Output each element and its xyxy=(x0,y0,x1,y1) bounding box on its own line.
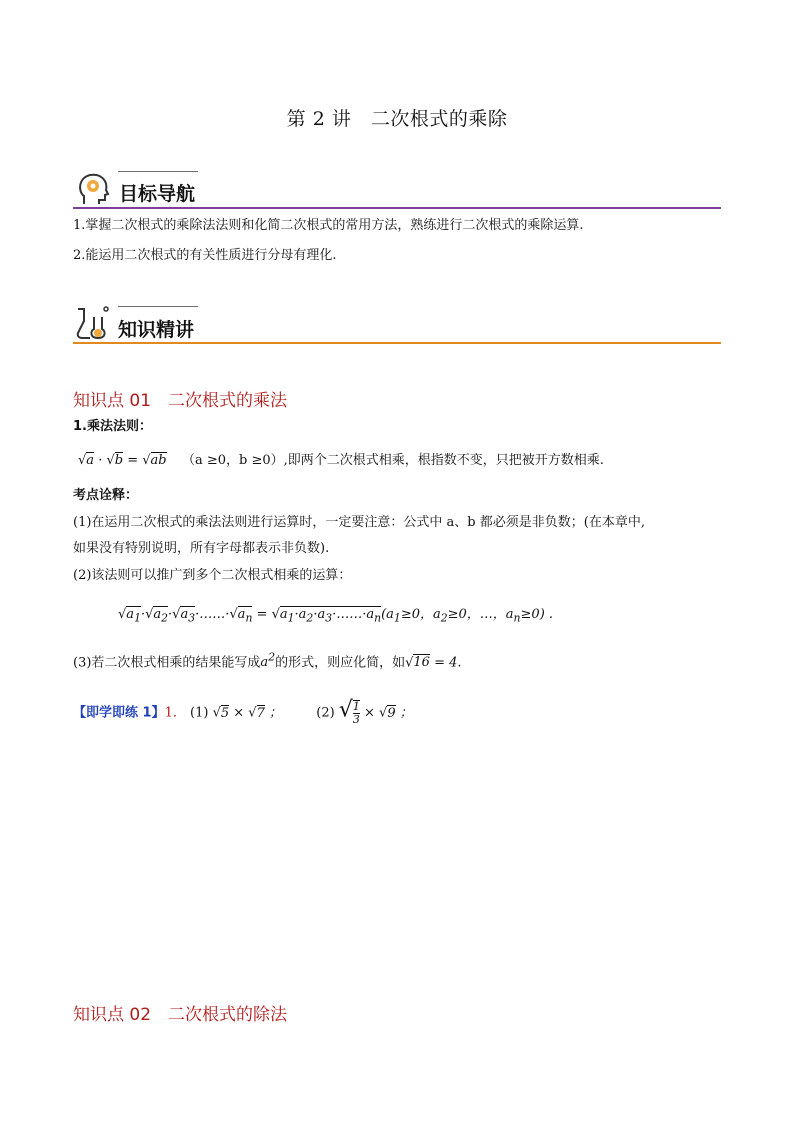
practice-number: 1． xyxy=(164,705,186,721)
note3-pre: (3)若二次根式相乘的结果能写成 xyxy=(73,655,261,671)
knowledge-rule xyxy=(73,342,721,344)
a-squared: $a^2$ xyxy=(260,651,276,671)
rule-condition: （a ≥0，b ≥0）,即两个二次根式相乘，根指数不变，只把被开方数相乘. xyxy=(182,453,604,468)
kp2-heading: 知识点 02 二次根式的除法 xyxy=(73,1005,288,1025)
goal-item-1: 1.掌握二次根式的乘除法法则和化简二次根式的常用方法，熟练进行二次根式的乘除运算. xyxy=(73,218,584,233)
multiplication-formula: √a · √b = √ab xyxy=(78,453,167,468)
kp1-heading: 知识点 01 二次根式的乘法 xyxy=(73,391,288,411)
goal-rule xyxy=(73,207,721,209)
practice-part1-label: (1) xyxy=(190,705,209,721)
flask-icon xyxy=(72,303,112,347)
goal-overline xyxy=(118,171,198,172)
practice-part2-label: (2) xyxy=(316,705,335,721)
kp1-rule-label: 1.乘法法则： xyxy=(73,419,152,434)
practice-part1-expr: √5 × √7 ； xyxy=(212,705,283,721)
note3 xyxy=(73,648,462,673)
practice-1 xyxy=(73,697,413,726)
extended-formula: $√a_1\cdot√a_2\cdot√a_3\cdot\dots\dots\cdot√a_n$ = $√a_1\cdot a_2\cdot a_3\cdot\dots\dots\cdot a_n(a_1\ge 0$，$a_2\ge 0$，…，$a_n\ge 0$) . xyxy=(118,607,554,625)
kp1-notes-label: 考点诠释： xyxy=(73,488,139,503)
note3-post: 的形式，则应化简，如 xyxy=(275,655,406,671)
note1-line1: (1)在运用二次根式的乘法法则进行运算时，一定要注意：公式中 a、b 都必须是非负数；(在本章中, xyxy=(73,515,645,530)
sqrt16-example: √16 = 4. xyxy=(405,655,462,671)
note1-line2: 如果没有特别说明，所有字母都表示非负数). xyxy=(73,541,330,556)
note2: (2)该法则可以推广到多个二次根式相乘的运算： xyxy=(73,568,352,583)
practice-tag: 【即学即练 1】 xyxy=(73,705,165,721)
practice-part2-expr: √ $\frac{1}{3}$ × √9 ； xyxy=(338,697,413,726)
goal-section-title: 目标导航 xyxy=(119,183,196,205)
knowledge-section-title: 知识精讲 xyxy=(118,319,195,341)
page-title: 第 2 讲 二次根式的乘除 xyxy=(286,108,508,130)
knowledge-overline xyxy=(118,306,198,307)
goal-item-2: 2.能运用二次根式的有关性质进行分母有理化. xyxy=(73,248,337,263)
